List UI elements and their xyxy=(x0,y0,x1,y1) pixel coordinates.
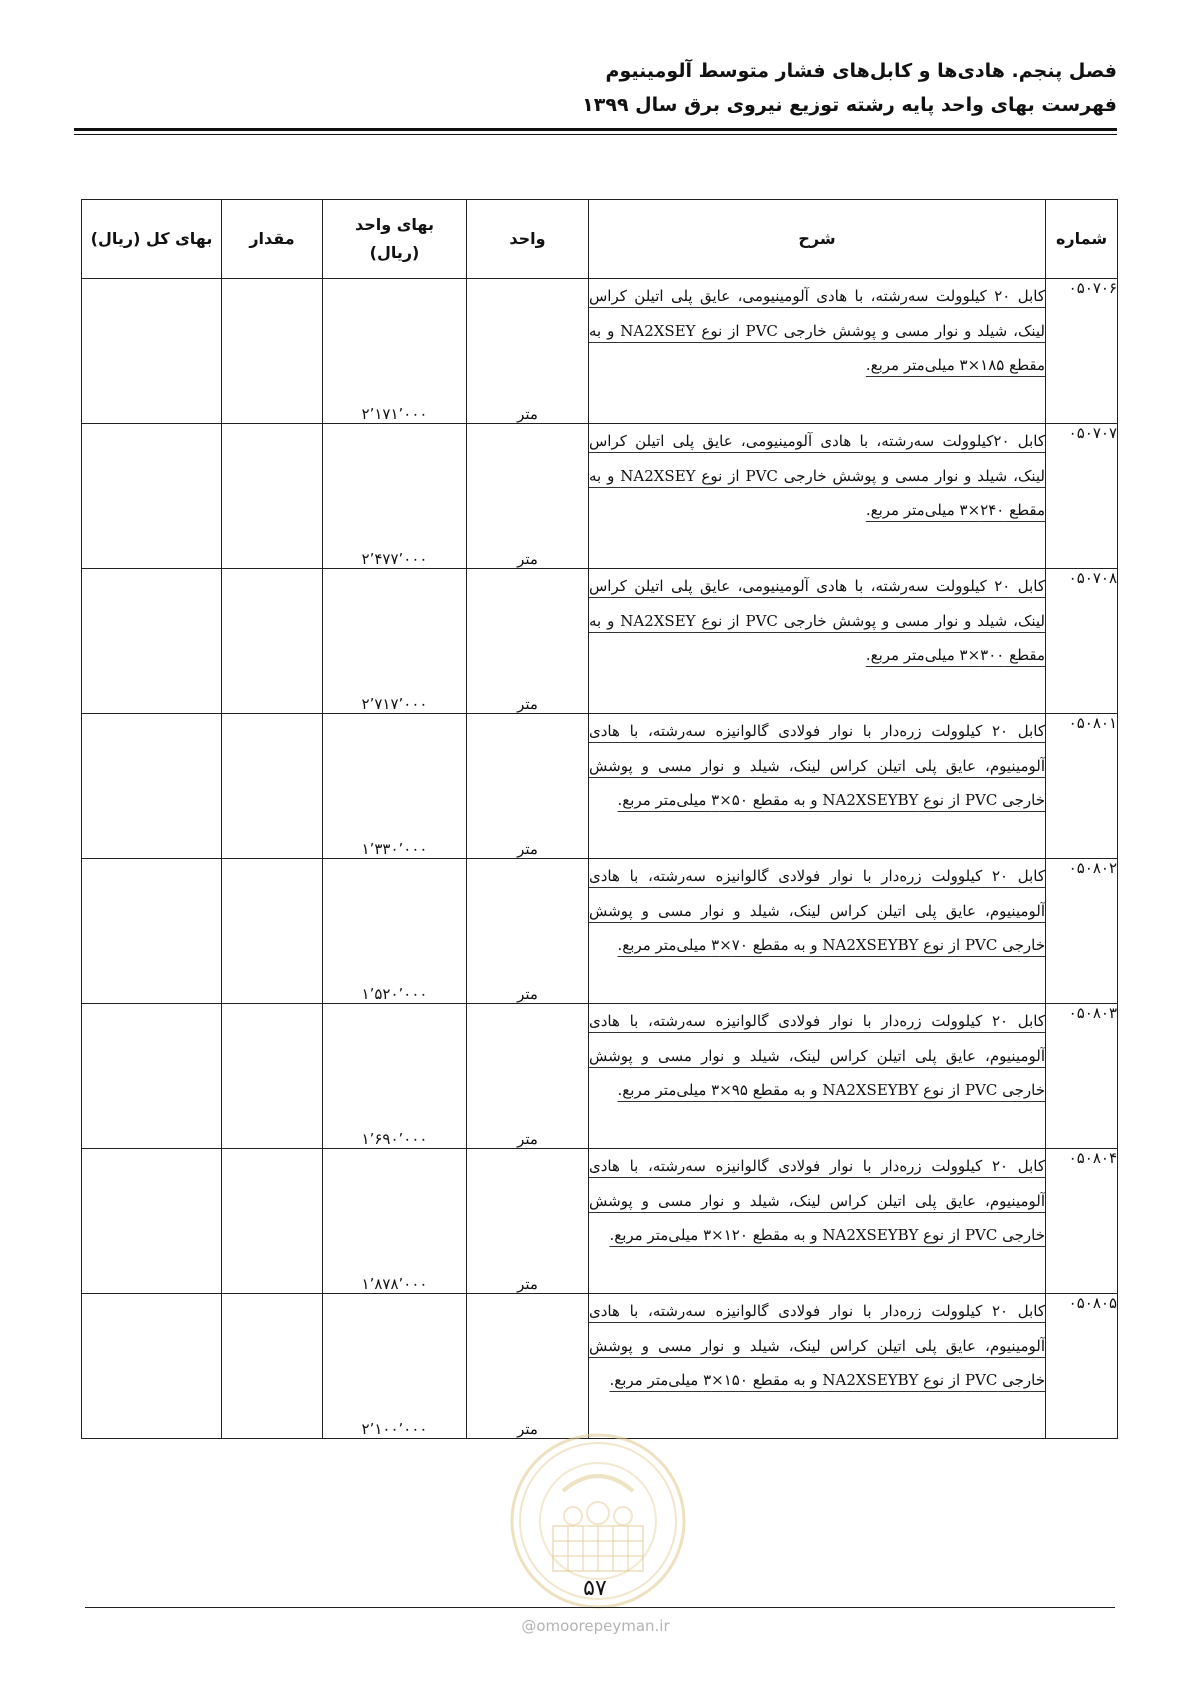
item-quantity xyxy=(222,1004,323,1149)
item-unit-price: ۱٬۸۷۸٬۰۰۰ xyxy=(323,1149,467,1294)
item-unit-price: ۲٬۴۷۷٬۰۰۰ xyxy=(323,424,467,569)
item-description-text: کابل ۲۰ کیلوولت زره‌دار با نوار فولادی گالوانیزه سه‌رشته، با هادی آلومینیوم، عایق پلی اتیلن کراس لینک، شیلد و نوار مسی و پوشش خارجی PVC از نوع NA2XSEYBY و به مقطع ۵۰×۳ میلی‌متر مربع. xyxy=(589,722,1046,809)
footer-rule xyxy=(85,1607,1115,1608)
item-quantity xyxy=(222,1149,323,1294)
item-unit: متر xyxy=(467,1004,589,1149)
item-description-text: کابل ۲۰ کیلوولت سه‌رشته، با هادی آلومینیومی، عایق پلی اتیلن کراس لینک، شیلد و نوار مسی و پوشش خارجی PVC از نوع NA2XSEY و به مقطع ۳۰۰×۳ میلی‌متر مربع. xyxy=(589,577,1046,664)
header-rule-thin xyxy=(74,134,1117,135)
item-code: ۰۵۰۷۰۷ xyxy=(1046,424,1118,569)
item-total xyxy=(82,1294,222,1439)
item-description-text: کابل ۲۰کیلوولت سه‌رشته، با هادی آلومینیومی، عایق پلی اتیلن کراس لینک، شیلد و نوار مسی و پوشش خارجی PVC از نوع NA2XSEY و به مقطع ۲۴۰×۳ میلی‌متر مربع. xyxy=(589,432,1045,519)
item-code: ۰۵۰۸۰۳ xyxy=(1046,1004,1118,1149)
item-unit: متر xyxy=(467,424,589,569)
page-header xyxy=(74,54,1117,122)
item-description xyxy=(589,1149,1046,1294)
item-code: ۰۵۰۷۰۶ xyxy=(1046,279,1118,424)
table-row xyxy=(82,859,1118,1004)
site-watermark: @omoorepeyman.ir xyxy=(521,1617,670,1635)
item-total xyxy=(82,279,222,424)
item-description xyxy=(589,1004,1046,1149)
item-description-text: کابل ۲۰ کیلوولت سه‌رشته، با هادی آلومینیومی، عایق پلی اتیلن کراس لینک، شیلد و نوار مسی و پوشش خارجی PVC از نوع NA2XSEY و به مقطع ۱۸۵×۳ میلی‌متر مربع. xyxy=(589,287,1046,374)
item-code: ۰۵۰۸۰۲ xyxy=(1046,859,1118,1004)
table-row xyxy=(82,1294,1118,1439)
header-total-price: بهای کل (ریال) xyxy=(82,200,222,279)
item-description xyxy=(589,714,1046,859)
item-total xyxy=(82,1149,222,1294)
header-unit: واحد xyxy=(467,200,589,279)
table-row xyxy=(82,569,1118,714)
item-unit-price: ۱٬۳۳۰٬۰۰۰ xyxy=(323,714,467,859)
item-description-text: کابل ۲۰ کیلوولت زره‌دار با نوار فولادی گالوانیزه سه‌رشته، با هادی آلومینیوم، عایق پلی اتیلن کراس لینک، شیلد و نوار مسی و پوشش خارجی PVC از نوع NA2XSEYBY و به مقطع ۷۰×۳ میلی‌متر مربع. xyxy=(589,867,1046,954)
item-unit-price: ۲٬۱۷۱٬۰۰۰ xyxy=(323,279,467,424)
page-number: ۵۷ xyxy=(583,1576,607,1601)
item-quantity xyxy=(222,714,323,859)
item-quantity xyxy=(222,279,323,424)
item-description xyxy=(589,1294,1046,1439)
header-description: شرح xyxy=(589,200,1046,279)
item-unit: متر xyxy=(467,859,589,1004)
header-rule-thick xyxy=(74,128,1117,131)
item-quantity xyxy=(222,569,323,714)
item-unit: متر xyxy=(467,569,589,714)
table-row xyxy=(82,714,1118,859)
price-list-title: فهرست بهای واحد پایه رشته توزیع نیروی برق سال ۱۳۹۹ xyxy=(582,94,1117,116)
item-code: ۰۵۰۸۰۴ xyxy=(1046,1149,1118,1294)
table-row xyxy=(82,424,1118,569)
item-unit-price: ۲٬۱۰۰٬۰۰۰ xyxy=(323,1294,467,1439)
item-description xyxy=(589,424,1046,569)
header-unit-price-currency: (ریال) xyxy=(369,243,420,262)
item-description xyxy=(589,859,1046,1004)
table-row xyxy=(82,1149,1118,1294)
item-unit: متر xyxy=(467,714,589,859)
item-quantity xyxy=(222,859,323,1004)
header-unit-price xyxy=(323,200,467,279)
item-description xyxy=(589,279,1046,424)
item-description-text: کابل ۲۰ کیلوولت زره‌دار با نوار فولادی گالوانیزه سه‌رشته، با هادی آلومینیوم، عایق پلی اتیلن کراس لینک، شیلد و نوار مسی و پوشش خارجی PVC از نوع NA2XSEYBY و به مقطع ۹۵×۳ میلی‌متر مربع. xyxy=(589,1012,1046,1099)
item-description xyxy=(589,569,1046,714)
header-unit-price-label: بهای واحد xyxy=(354,215,434,234)
price-table xyxy=(81,199,1118,1439)
item-description-text: کابل ۲۰ کیلوولت زره‌دار با نوار فولادی گالوانیزه سه‌رشته، با هادی آلومینیوم، عایق پلی اتیلن کراس لینک، شیلد و نوار مسی و پوشش خارجی PVC از نوع NA2XSEYBY و به مقطع ۱۵۰×۳ میلی‌متر مربع. xyxy=(589,1302,1046,1389)
item-code: ۰۵۰۸۰۱ xyxy=(1046,714,1118,859)
item-total xyxy=(82,424,222,569)
item-unit-price: ۱٬۵۲۰٬۰۰۰ xyxy=(323,859,467,1004)
header-quantity: مقدار xyxy=(222,200,323,279)
item-code: ۰۵۰۸۰۵ xyxy=(1046,1294,1118,1439)
item-description-text: کابل ۲۰ کیلوولت زره‌دار با نوار فولادی گالوانیزه سه‌رشته، با هادی آلومینیوم، عایق پلی اتیلن کراس لینک، شیلد و نوار مسی و پوشش خارجی PVC از نوع NA2XSEYBY و به مقطع ۱۲۰×۳ میلی‌متر مربع. xyxy=(589,1157,1046,1244)
item-total xyxy=(82,859,222,1004)
item-code: ۰۵۰۷۰۸ xyxy=(1046,569,1118,714)
item-unit-price: ۲٬۷۱۷٬۰۰۰ xyxy=(323,569,467,714)
item-unit: متر xyxy=(467,1294,589,1439)
chapter-title: فصل پنجم. هادی‌ها و کابل‌های فشار متوسط آلومینیوم xyxy=(605,60,1117,82)
table-row xyxy=(82,1004,1118,1149)
item-unit-price: ۱٬۶۹۰٬۰۰۰ xyxy=(323,1004,467,1149)
item-quantity xyxy=(222,1294,323,1439)
item-unit: متر xyxy=(467,1149,589,1294)
table-row xyxy=(82,279,1118,424)
item-quantity xyxy=(222,424,323,569)
item-total xyxy=(82,714,222,859)
header-code: شماره xyxy=(1046,200,1118,279)
item-total xyxy=(82,569,222,714)
item-unit: متر xyxy=(467,279,589,424)
item-total xyxy=(82,1004,222,1149)
table-header-row xyxy=(82,200,1118,279)
